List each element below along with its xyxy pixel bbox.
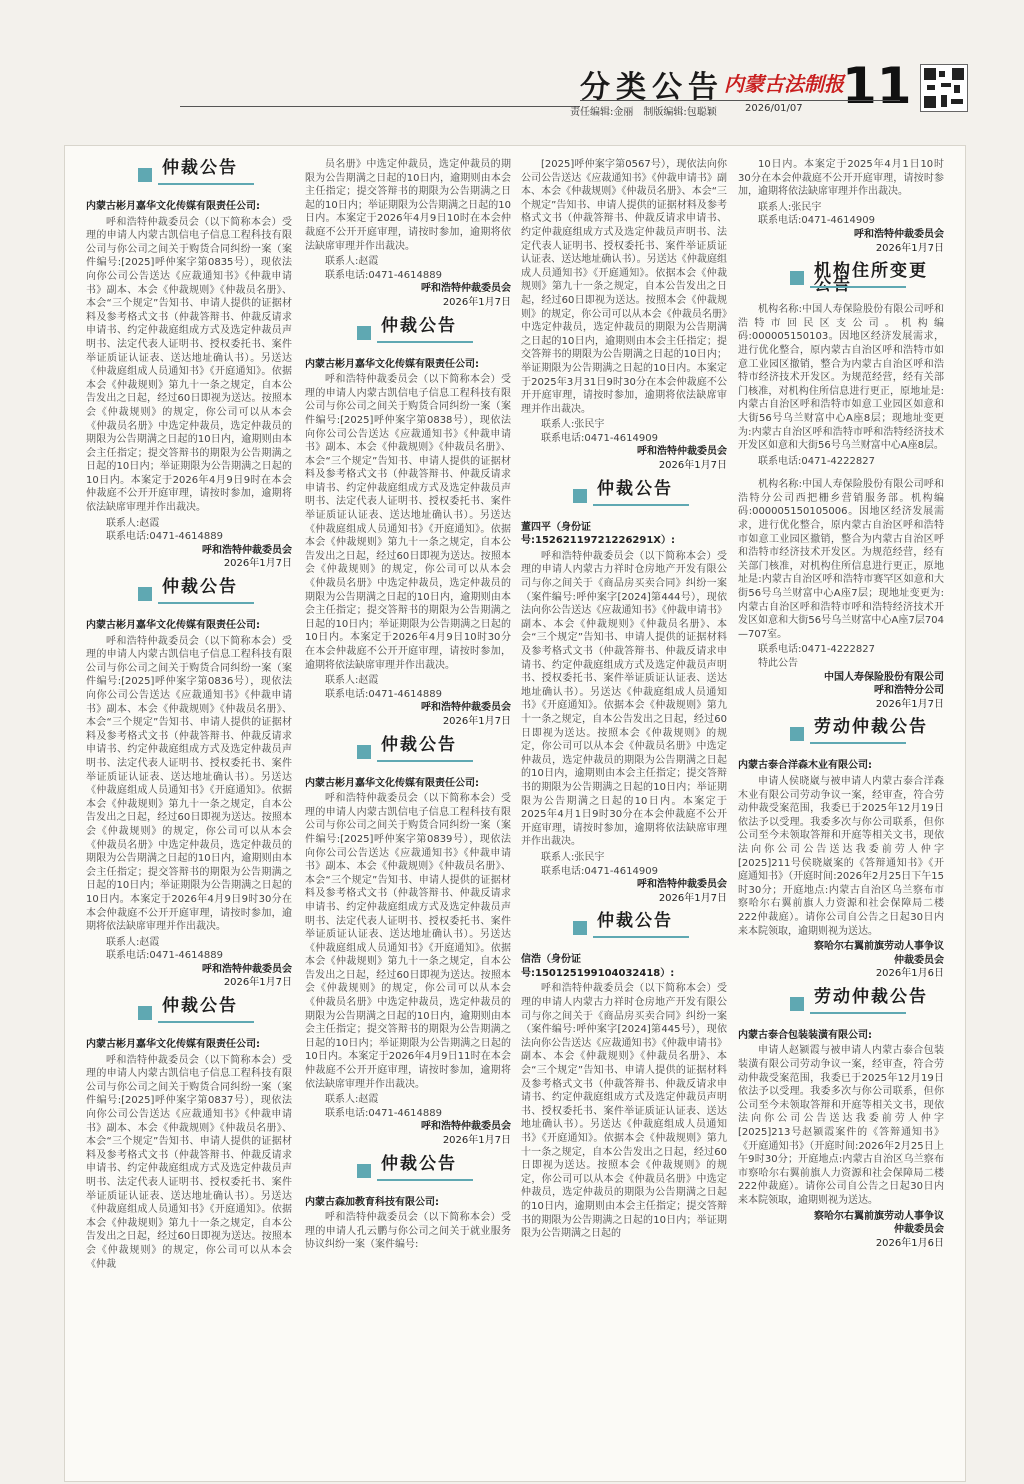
notice-date: 2026年1月7日: [442, 1135, 511, 1146]
notice-signature: 呼和浩特仲裁委员会: [202, 963, 292, 975]
notice-heading: [305, 1153, 511, 1182]
issue-date: 2026/01/07: [745, 103, 803, 114]
notice-signature: 呼和浩特仲裁委员会: [421, 283, 511, 295]
notice-date: 2026年1月7日: [442, 296, 511, 308]
heading-underline: [810, 1012, 906, 1014]
notice-addressee: 内蒙古森加教育科技有限公司:: [305, 1196, 439, 1208]
heading-underline: [158, 602, 254, 604]
notice-section: [738, 158, 944, 255]
notice-section: [86, 996, 292, 1283]
notice-title: 仲裁公告: [597, 478, 673, 499]
contact-person: 联系人:赵霞: [106, 517, 160, 529]
heading-square-icon: [790, 997, 804, 1011]
contact-person: 联系人:赵霞: [325, 675, 379, 687]
notice-title: 仲裁公告: [597, 911, 673, 932]
notice-section: [521, 911, 727, 1252]
notice-signature: 中国人寿保险股份有限公司 呼和浩特分公司: [824, 671, 944, 697]
notice-body: 呼和浩特仲裁委员会（以下简称本会）受理的申请人内蒙古凯信电子信息工程科技有限公司与你公司之间关于购货合同纠纷一案（案件编号:[2025]呼仲案字第0838号），现依法向你公司公告送达《应裁通知书》《仲裁申请书》副本、本会《仲裁规则》《仲裁员名册》、本会“三个规定”告知书、申请人提供的证据材料及参考格式文书（仲裁答辩书、仲裁反请求申请书、约定仲裁庭组成方式及选定仲裁员声明书、法定代表人证明书、授权委托书、案件举证质证认证表、送达地址确认书）。另送达《仲裁庭组成人员通知书》《开庭通知》。依据本会《仲裁规则》第九十一条之规定，自本公告发出之日起，经过60日即视为送达。按照本会《仲裁规则》的规定，你公司可以从本会《仲裁员名册》中选定仲裁员，选定仲裁员的期限为公告期满之日起的10日内，逾期则由本会主任指定；提交答辩书的期限为公告期满之日起的10日内；举证期限为公告期满之日起的10日内。本案定于2026年4月9日10时30分在本会仲裁庭不公开开庭审理，请按时参加，逾期将依法缺席审理并作出裁决。: [305, 374, 511, 671]
notice-addressee: 内蒙古彬月嘉华文化传媒有限责任公司:: [305, 777, 479, 789]
notice-body: 呼和浩特仲裁委员会（以下简称本会）受理的申请人内蒙古凯信电子信息工程科技有限公司与你公司之间关于购货合同纠纷一案（案件编号:[2025]呼仲案字第0837号），现依法向你公司公告送达《应裁通知书》《仲裁申请书》副本、本会《仲裁规则》《仲裁员名册》、本会“三个规定”告知书、申请人提供的证据材料及参考格式文书（仲裁答辩书、仲裁反请求申请书、约定仲裁庭组成方式及选定仲裁员声明书、法定代表人证明书、授权委托书、案件举证质证认证表、送达地址确认书）。另送达《仲裁庭组成人员通知书》《开庭通知》。依据本会《仲裁规则》第九十一条之规定，自本公告发出之日起，经过60日即视为送达。按照本会《仲裁规则》的规定，你公司可以从本会《仲裁: [86, 1054, 292, 1270]
notice-date: 2026年1月7日: [223, 977, 292, 989]
heading-underline: [158, 183, 254, 185]
notice-date: 2026年1月7日: [223, 558, 292, 570]
heading-underline: [377, 760, 473, 762]
heading-underline: [810, 286, 906, 288]
notice-date: 2026年1月7日: [658, 892, 727, 904]
notice-signature: 呼和浩特仲裁委员会: [421, 1121, 511, 1133]
contact-phone: 联系电话:0471-4614889: [106, 950, 223, 962]
notice-date: 2026年1月7日: [442, 715, 511, 727]
contact-phone: 联系电话:0471-4614909: [541, 865, 658, 877]
notice-body: 呼和浩特仲裁委员会（以下简称本会）受理的申请人内蒙古力祥时仓房地产开发有限公司与你之间关于《商品房买卖合同》纠纷一案（案件编号:呼仲案字[2024]第445号），现依法向你公告送达《应裁通知书》《仲裁申请书》副本、本会《仲裁规则》《仲裁员名册》、本会“三个规定”告知书、申请人提供的证据材料及参考格式文书（仲裁答辩书、仲裁反请求申请书、约定仲裁庭组成方式及选定仲裁员声明书、授权委托书、案件举证质证认证表、送达地址确认书）。另送达《仲裁庭组成人员通知书》《开庭通知》。依据本会《仲裁规则》第九十一条之规定，自本公告发出之日起，经过60日即视为送达。按照本会《仲裁规则》的规定，你公司可以从本会《仲裁员名册》中选定仲裁员，选定仲裁员的期限为公告期满之日起的10日内，逾期则由本会主任指定；提交答辩书的期限为公告期满之日起的10日内；举证期限为公告期满之日起的: [521, 983, 727, 1240]
qr-code-icon[interactable]: [920, 64, 968, 112]
notice-date: 2026年1月6日: [875, 968, 944, 980]
notice-addressee: 内蒙古彬月嘉华文化传媒有限责任公司:: [86, 620, 260, 632]
heading-underline: [377, 1179, 473, 1181]
notice-closing: 特此公告: [758, 658, 798, 669]
editors-line: 责任编辑:金丽 制版编辑:包聪颖: [570, 107, 717, 118]
notice-section: [305, 1153, 511, 1264]
notice-section: [738, 986, 944, 1251]
notice-body: 10日内。本案定于2025年4月1日10时30分在本会仲裁庭不公开开庭审理，请按时参加，逾期将依法缺席审理并作出裁决。: [738, 159, 944, 198]
notice-body: [2025]呼仲案字第0567号），现依法向你公司公告送达《应裁通知书》《仲裁申请书》副本、本会《仲裁规则》《仲裁员名册》、本会“三个规定”告知书、申请人提供的证据材料及参考格式文书（仲裁答辩书、仲裁反请求申请书、约定仲裁庭组成方式及选定仲裁员声明书、法定代表人证明书、授权委托书、案件举证质证认证表、送达地址确认书）。另送达《仲裁庭组成人员通知书》《开庭通知》。依据本会《仲裁规则》第九十一条之规定，自本公告发出之日起，经过60日即视为送达。按照本会《仲裁规则》的规定，你公司可以从本会《仲裁员名册》中选定仲裁员，选定仲裁员的期限为公告期满之日起的10日内，逾期则由本会主任指定；提交答辩书的期限为公告期满之日起的10日内；举证期限为公告期满之日起的10日内。本案定于2025年3月31日9时30分在本会仲裁庭不公开开庭审理，请按时参加，逾期将依法缺席审理并作出裁决。: [521, 159, 727, 415]
section-spacer: [738, 468, 944, 478]
contact-person: 联系人:赵霞: [325, 1094, 379, 1106]
contact-person: 联系人:张民宇: [541, 419, 605, 431]
column-2: [305, 158, 511, 1264]
notice-body: 申请人侯晓崴与被申请人内蒙古泰合洋森木业有限公司劳动争议一案，经审查，符合劳动仲裁受案范围，我委已于2025年12月19日依法予以受理。我委多次与你公司联系，但你公司至今未领取答辩和开庭等相关文书，现依法向你公司公告送达我委前劳人仲字[2025]211号侯晓崴案的《答辩通知书》《开庭通知书》（开庭时间:2026年2月25日下午15时30分；开庭地点:内蒙古自治区乌兰察布市察哈尔右翼前旗人力资源和社会保障局二楼222仲裁庭）。请你公司自公告之日起30日内来本院领取，逾期则视为送达。: [738, 775, 944, 937]
notice-heading: [305, 315, 511, 344]
column-4: [738, 158, 944, 1260]
heading-square-icon: [138, 168, 152, 182]
notice-addressee: 内蒙古彬月嘉华文化传媒有限责任公司:: [305, 358, 479, 370]
heading-underline: [810, 742, 906, 744]
notice-section: [86, 577, 292, 990]
heading-underline: [377, 341, 473, 343]
heading-underline: [593, 936, 689, 938]
newspaper-logo: 内蒙古法制报: [724, 72, 844, 96]
notice-title: 机构住所变更公告: [814, 261, 928, 295]
notice-addressee: 内蒙古泰合包装装潢有限公司:: [738, 1029, 872, 1041]
heading-square-icon: [138, 587, 152, 601]
notice-section: [738, 717, 944, 981]
contact-phone: 联系电话:0471-4614889: [106, 531, 223, 543]
notice-signature: 察哈尔右翼前旗劳动人事争议 仲裁委员会: [814, 941, 944, 966]
notice-signature: 呼和浩特仲裁委员会: [637, 446, 727, 458]
heading-square-icon: [790, 727, 804, 741]
notice-signature: 呼和浩特仲裁委员会: [637, 879, 727, 891]
notice-body: 机构名称:中国人寿保险股份有限公司呼和浩特分公司西把栅乡营销服务部。机构编码:000005150105006。因地区经济发展需求，进行优化整合，原内蒙古自治区呼和浩特市如意工业园区撤销，整合为内蒙古自治区呼和浩特市经济技术开发区。为规范经营，经有关部门核准，对机构住所信息进行更正，原地址是:内蒙古自治区呼和浩特市赛罕区如意和大街56号乌兰财富中心A座7层；现地址变更为:内蒙古自治区呼和浩特市呼和浩特经济技术开发区如意和大街56号乌兰财富中心A座7层704—707室。: [738, 479, 944, 640]
notice-section: [738, 261, 944, 478]
contact-phone: 联系电话:0471-4614889: [325, 1107, 442, 1119]
notice-heading: [86, 158, 292, 186]
notice-title: 劳动仲裁公告: [814, 986, 928, 1007]
notice-title: 劳动仲裁公告: [814, 717, 928, 738]
contact-person: 联系人:张民宇: [758, 201, 822, 213]
notice-heading: [738, 717, 944, 745]
notice-signature: 察哈尔右翼前旗劳动人事争议 仲裁委员会: [814, 1210, 944, 1236]
notice-addressee: 董四平（身份证号:15262119721226291X）:: [521, 521, 675, 547]
notice-addressee: 内蒙古彬月嘉华文化传媒有限责任公司:: [86, 201, 260, 212]
notice-body: 呼和浩特仲裁委员会（以下简称本会）受理的申请人内蒙古凯信电子信息工程科技有限公司与你公司之间关于购货合同纠纷一案（案件编号:[2025]呼仲案字第0836号），现依法向你公司公告送达《应裁通知书》《仲裁申请书》副本、本会《仲裁规则》《仲裁员名册》、本会“三个规定”告知书、申请人提供的证据材料及参考格式文书（仲裁答辩书、仲裁反请求申请书、约定仲裁庭组成方式及选定仲裁员声明书、法定代表人证明书、授权委托书、案件举证质证认证表、送达地址确认书）。另送达《仲裁庭组成人员通知书》《开庭通知》。依据本会《仲裁规则》第九十一条之规定，自本公告发出之日起，经过60日即视为送达。按照本会《仲裁规则》的规定，你公司可以从本会《仲裁员名册》中选定仲裁员，选定仲裁员的期限为公告期满之日起的10日内，逾期则由本会主任指定；提交答辩书的期限为公告期满之日起的10日内；举证期限为公告期满之日起的10日内。本案定于2026年4月9日9时30分在本会仲裁庭不公开开庭审理，请按时参加，逾期将依法缺席审理并作出裁决。: [86, 635, 292, 933]
column-1: [86, 158, 292, 1283]
notice-date: 2026年1月6日: [875, 1237, 944, 1249]
notice-title: 仲裁公告: [381, 1153, 457, 1174]
contact-phone: 联系电话:0471-4614909: [758, 215, 875, 227]
notice-body: 申请人赵颍霞与被申请人内蒙古泰合包装装潢有限公司劳动争议一案，经审查，符合劳动仲裁受案范围，我委已于2025年12月19日依法予以受理。我委多次与你公司联系，但你公司至今未领取答辩和开庭等相关文书，现依法向你公司公告送达我委前劳人仲字[2025]213号赵颍霞案件的《答辩通知书》《开庭通知书》（开庭时间:2026年2月25日上午9时30分；开庭地点:内蒙古自治区乌兰察布市察哈尔右翼前旗人力资源和社会保障局二楼222仲裁庭）。请你公司自公告之日起30日内来本院领取，逾期则视为送达。: [738, 1045, 944, 1206]
notice-date: 2026年1月7日: [875, 698, 944, 710]
notice-heading: [521, 478, 727, 507]
heading-square-icon: [790, 271, 804, 285]
notice-heading: [738, 261, 944, 295]
heading-square-icon: [138, 1006, 152, 1020]
notice-heading: [305, 734, 511, 763]
notice-heading: [86, 996, 292, 1024]
notice-heading: [738, 986, 944, 1015]
notice-signature: 呼和浩特仲裁委员会: [854, 228, 944, 240]
notice-title: 仲裁公告: [162, 996, 238, 1017]
heading-square-icon: [357, 745, 371, 759]
section-spacer: [86, 1273, 292, 1283]
notice-section: [521, 158, 727, 473]
contact-person: 联系人:赵霞: [106, 936, 160, 948]
notice-signature: 呼和浩特仲裁委员会: [202, 544, 292, 556]
notice-body: 呼和浩特仲裁委员会（以下简称本会）受理的申请人内蒙古凯信电子信息工程科技有限公司与你公司之间关于购货合同纠纷一案（案件编号:[2025]呼仲案字第0839号），现依法向你公司公告送达《应裁通知书》《仲裁申请书》副本、本会《仲裁规则》《仲裁员名册》、本会“三个规定”告知书、申请人提供的证据材料及参考格式文书（仲裁答辩书、仲裁反请求申请书、约定仲裁庭组成方式及选定仲裁员声明书、法定代表人证明书、授权委托书、案件举证质证认证表、送达地址确认书）。另送达《仲裁庭组成人员通知书》《开庭通知》。依据本会《仲裁规则》第九十一条之规定，自本公告发出之日起，经过60日即视为送达。按照本会《仲裁规则》的规定，你公司可以从本会《仲裁员名册》中选定仲裁员，选定仲裁员的期限为公告期满之日起的10日内，逾期则由本会主任指定；提交答辩书的期限为公告期满之日起的10日内；举证期限为公告期满之日起的10日内。本案定于2026年4月9日11时在本会仲裁庭不公开开庭审理，请按时参加，逾期将依法缺席审理并作出裁决。: [305, 793, 511, 1090]
contact-phone: 联系电话:0471-4614889: [325, 688, 442, 700]
contact-phone: 联系电话:0471-4614889: [325, 269, 442, 281]
notice-title: 仲裁公告: [381, 734, 457, 755]
notice-section: [86, 158, 292, 571]
notice-section: [738, 478, 944, 711]
page-number: 11: [842, 57, 912, 115]
notice-section: [305, 734, 511, 1148]
contact-person: 联系人:赵霞: [325, 256, 379, 268]
contact-phone: 联系电话:0471-4222827: [758, 455, 875, 467]
heading-underline: [158, 1021, 254, 1023]
notice-body: 员名册》中选定仲裁员，选定仲裁员的期限为公告期满之日起的10日内，逾期则由本会主任指定；提交答辩书的期限为公告期满之日起的10日内；举证期限为公告期满之日起的10日内。本案定于2026年4月9日10时在本会仲裁庭不公开开庭审理，请按时参加，逾期将依法缺席审理并作出裁决。: [305, 159, 511, 252]
heading-underline: [593, 504, 689, 506]
contact-phone: 联系电话:0471-4222827: [758, 644, 875, 656]
notice-title: 仲裁公告: [162, 577, 238, 598]
notice-section: [305, 315, 511, 729]
notice-body: 呼和浩特仲裁委员会（以下简称本会）受理的申请人内蒙古力祥时仓房地产开发有限公司与你之间关于《商品房买卖合同》纠纷一案（案件编号:呼仲案字[2024]第444号），现依法向你公告送达《应裁通知书》《仲裁申请书》副本、本会《仲裁规则》《仲裁员名册》、本会“三个规定”告知书、申请人提供的证据材料及参考格式文书（仲裁答辩书、仲裁反请求申请书、约定仲裁庭组成方式及选定仲裁员声明书、授权委托书、案件举证质证认证表、送达地址确认书）。另送达《仲裁庭组成人员通知书》《开庭通知》。依据本会《仲裁规则》第九十一条之规定，自本公告发出之日起，经过60日即视为送达。按照本会《仲裁规则》的规定，你公司可以从本会《仲裁员名册》中选定仲裁员，选定仲裁员的期限为公告期满之日起的10日内，逾期则由本会主任指定；提交答辩书的期限为公告期满之日起的10日内；举证期限为公告期满之日起的10日内。本案定于2025年4月1日9时30分在本会仲裁庭不公开开庭审理，请按时参加，逾期将依法缺席审理并作出裁决。: [521, 550, 727, 848]
notice-body: 机构名称:中国人寿保险股份有限公司呼和浩特市回民区支公司。机构编码:000005150103。因地区经济发展需求，进行优化整合，原内蒙古自治区呼和浩特市如意工业园区撤销，整合为内蒙古自治区呼和浩特市经济技术开发区。为规范经营，经有关部门核准，对机构住所信息进行更正，原地址是:内蒙古自治区呼和浩特市如意工业园区如意和大街56号乌兰财富中心A座8层；现地址变更为:内蒙古自治区呼和浩特市呼和浩特经济技术开发区如意和大街56号乌兰财富中心A座8层。: [738, 304, 944, 452]
heading-square-icon: [573, 921, 587, 935]
notice-date: 2026年1月7日: [875, 242, 944, 254]
contact-phone: 联系电话:0471-4614909: [541, 432, 658, 444]
heading-square-icon: [357, 1164, 371, 1178]
column-3: [521, 158, 727, 1253]
section-spacer: [521, 1243, 727, 1253]
masthead-rule-right: [580, 100, 900, 101]
heading-square-icon: [573, 489, 587, 503]
masthead: [0, 0, 1024, 140]
notice-title: 仲裁公告: [162, 158, 238, 178]
notice-heading: [86, 577, 292, 605]
section-title: 分类公告: [580, 70, 724, 105]
notice-heading: [521, 911, 727, 939]
notice-addressee: 信浩（身份证号:150125199104032418）:: [521, 954, 675, 979]
contact-person: 联系人:张民宇: [541, 851, 605, 863]
notice-addressee: 内蒙古泰合洋森木业有限公司:: [738, 760, 872, 772]
notice-section: [521, 478, 727, 906]
notice-title: 仲裁公告: [381, 315, 457, 336]
notice-body: 呼和浩特仲裁委员会（以下简称本会）受理的申请人内蒙古凯信电子信息工程科技有限公司与你公司之间关于购货合同纠纷一案（案件编号:[2025]呼仲案字第0835号），现依法向你公司公告送达《应裁通知书》《仲裁申请书》副本、本会《仲裁规则》《仲裁员名册》、本会“三个规定”告知书、申请人提供的证据材料及参考格式文书（仲裁答辩书、仲裁反请求申请书、约定仲裁庭组成方式及选定仲裁员声明书、法定代表人证明书、授权委托书、案件举证质证认证表、送达地址确认书）。另送达《仲裁庭组成人员通知书》《开庭通知》。依据本会《仲裁规则》第九十一条之规定，自本公告发出之日起，经过60日即视为送达。按照本会《仲裁规则》的规定，你公司可以从本会《仲裁员名册》中选定仲裁员，选定仲裁员的期限为公告期满之日起的10日内，逾期则由本会主任指定；提交答辩书的期限为公告期满之日起的10日内；举证期限为公告期满之日起的10日内。本案定于2026年4月9日9时在本会仲裁庭不公开开庭审理，请按时参加，逾期将依法缺席审理并作出裁决。: [86, 216, 292, 514]
notice-addressee: 内蒙古彬月嘉华文化传媒有限责任公司:: [86, 1039, 260, 1051]
heading-square-icon: [357, 326, 371, 340]
notice-date: 2026年1月7日: [658, 460, 727, 472]
notice-signature: 呼和浩特仲裁委员会: [421, 702, 511, 714]
section-spacer: [305, 1254, 511, 1264]
masthead-rule-left: [180, 106, 580, 107]
notice-section: [305, 158, 511, 310]
notice-body: 呼和浩特仲裁委员会（以下简称本会）受理的申请人孔云鹏与你公司之间关于就业服务协议纠纷一案（案件编号:: [305, 1212, 511, 1251]
